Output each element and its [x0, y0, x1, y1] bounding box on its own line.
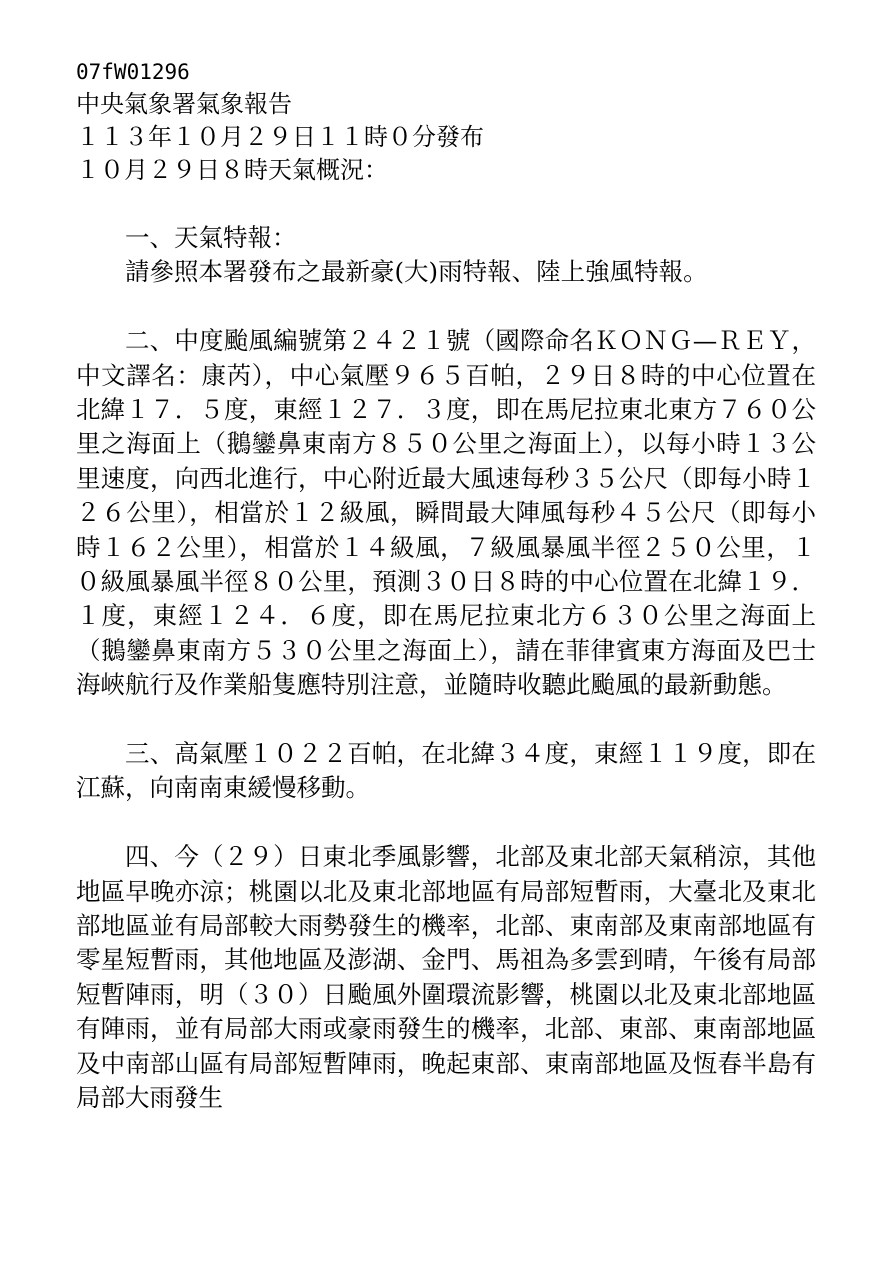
section-2-body: 二、中度颱風編號第２４２１號（國際命名ＫＯＮＧ—ＲＥＹ，中文譯名：康芮），中心氣壓９６５百帕，２９日８時的中心位置在北緯１７．５度，東經１２７．３度，即在馬尼拉東北東方７６０公里之海面上（鵝鑾鼻東南方８５０公里之海面上），以每小時１３公里速度，向西北進行，中心附近最大風速每秒３５公尺（即每小時１２６公里），相當於１２級風，瞬間最大陣風每秒４５公尺（即每小時１６２公里），相當於１４級風，７級風暴風半徑２５０公里，１０級風暴風半徑８０公里，預測３０日８時的中心位置在北緯１９．１度，東經１２４．６度，即在馬尼拉東北方６３０公里之海面上（鵝鑾鼻東南方５３０公里之海面上），請在菲律賓東方海面及巴士海峽航行及作業船隻應特別注意，並隨時收聽此颱風的最新動態。 — [76, 326, 816, 700]
document-id: 07fW01296 — [76, 60, 190, 84]
section-3-body: 三、高氣壓１０２２百帕，在北緯３４度，東經１１９度，即在江蘇，向南南東緩慢移動。 — [76, 739, 816, 803]
section-1-title: 一、天氣特報： — [125, 223, 297, 252]
weather-report-document — [76, 56, 816, 1116]
section-high-pressure — [76, 737, 816, 806]
section-gap — [76, 703, 816, 737]
divider-space — [76, 187, 816, 221]
section-typhoon — [76, 324, 816, 702]
overview-heading: １０月２９日８時天氣概況： — [76, 156, 388, 184]
section-1-body: 請參照本署發布之最新豪(大)雨特報、陸上強風特報。 — [125, 257, 708, 287]
section-forecast — [76, 840, 816, 1115]
section-weather-advisory — [76, 221, 816, 290]
section-gap — [76, 806, 816, 840]
issue-time: １１３年１０月２９日１１時０分發布 — [76, 123, 484, 151]
section-4-body: 四、今（２９）日東北季風影響，北部及東北部天氣稍涼，其他地區早晚亦涼；桃園以北及東北部地區有局部短暫雨，大臺北及東北部地區並有局部較大雨勢發生的機率，北部、東南部及東南部地區有零星短暫雨，其他地區及澎湖、金門、馬祖為多雲到晴，午後有局部短暫陣雨，明（３０）日颱風外圍環流影響，桃園以北及東北部地區有陣雨，並有局部大雨或豪雨發生的機率，北部、東部、東南部地區及中南部山區有局部短暫陣雨，晚起東部、東南部地區及恆春半島有局部大雨發生 — [76, 842, 816, 1113]
agency-title: 中央氣象署氣象報告 — [76, 90, 292, 118]
section-gap — [76, 290, 816, 324]
